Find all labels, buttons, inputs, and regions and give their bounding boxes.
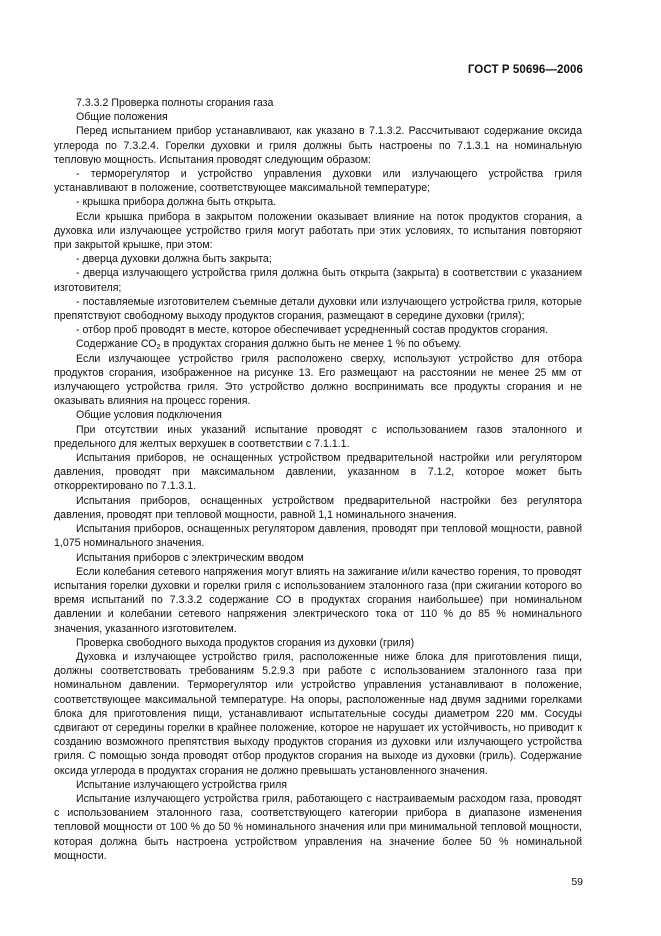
subheading: Общие положения [76, 111, 168, 124]
paragraph: При отсутствии иных указаний испытание проводят с использованием газов эталонного и предельного для желтых верхушек в соответствии с 7.1.1.1. [54, 423, 582, 450]
standard-header: ГОСТ Р 50696—2006 [467, 64, 583, 76]
subheading: Проверка свободного выхода продуктов сгорания из духовки (гриля) [76, 636, 415, 649]
list-item: - крышка прибора должна быть открыта. [76, 196, 277, 209]
paragraph: Духовка и излучающее устройство гриля, расположенные ниже блока для приготовления пищи, должны соответствовать требованиям 5.2.9.3 при работе с использованием эталонного газа при номинальном давлении. Терморегулятор или устройство управления устанавливают в положение, соответствующее максимальной температуре. На опоры, расположенные над двумя задними горелками блока для приготовления пищи, устанавливают испытательные сосуды диаметром 220 мм. Сосуды сдвигают от середины горелки в крайнее положение, которое не нарушает их устойчивость, но приводит к созданию возможного препятствия выходу продуктов сгорания из духовки или излучающего устройства гриля. С помощью зонда проводят отбор продуктов сгорания на выходе из духовки (гриль). Содержание оксида углерода в продуктах сгорания не должно превышать установленного значения. [54, 650, 582, 777]
list-item: - дверца излучающего устройства гриля должна быть открыта (закрыта) в соответствии с указанием изготовителя; [54, 267, 582, 294]
paragraph: Перед испытанием прибор устанавливают, как указано в 7.1.3.2. Рассчитывают содержание оксида углерода по 7.3.2.4. Горелки духовки и гриля должны быть настроены по 7.1.3.1 на номинальную тепловую мощность. Испытания проводят следующим образом: [54, 125, 582, 166]
co2-subscript: 2 [156, 342, 161, 352]
subheading: Испытание излучающего устройства гриля [76, 778, 288, 791]
subheading: Испытания приборов с электрическим вводом [76, 551, 304, 564]
paragraph: Испытания приборов, оснащенных регулятором давления, проводят при тепловой мощности, равной 1,075 номинального значения. [54, 523, 582, 550]
document-body [54, 96, 582, 863]
paragraph: Испытание излучающего устройства гриля, работающего с настраиваемым расходом газа, проводят с использованием эталонного газа, соответствующего категории прибора в диапазоне изменения тепловой мощности от 100 % до 50 % номинального значения или при минимальной тепловой мощности, которая должна быть настроена устройством управления на значение более 50 % номинальной мощности. [54, 792, 582, 862]
list-item: - отбор проб проводят в месте, которое обеспечивает усредненный состав продуктов сгорания. [76, 324, 549, 337]
section-heading: 7.3.3.2 Проверка полноты сгорания газа [76, 97, 274, 109]
list-item: - поставляемые изготовителем съемные детали духовки или излучающего устройства гриля, которые препятствуют свободному выходу продуктов сгорания, размещают в середине духовки (гриля); [54, 295, 582, 323]
page-number: 59 [571, 876, 583, 888]
co2-paragraph [54, 337, 582, 351]
list-item: - терморегулятор и устройство управления духовки или излучающего устройства гриля устанавливают в положение, соответствующее максимальной температуре; [54, 168, 582, 195]
co2-text-pre: Содержание СО [76, 338, 157, 351]
paragraph: Испытания приборов, оснащенных устройством предварительной настройки без регулятора давления, проводят при тепловой мощности, равной 1,1 номинального значения. [54, 494, 582, 521]
paragraph: Испытания приборов, не оснащенных устройством предварительной настройки или регулятором давления, проводят при максимальном давлении, указанном в 7.1.2, которое может быть откорректировано по 7.1.3.1. [54, 452, 582, 493]
paragraph: Если излучающее устройство гриля расположено сверху, используют устройство для отбора продуктов сгорания, изображенное на рисунке 13. Его размещают на расстоянии не менее 25 мм от излучающего устройства гриля. Это устройство должно воспринимать все продукты сгорания и не оказывать влияния на процесс горения. [54, 352, 582, 408]
subheading: Общие условия подключения [76, 409, 222, 422]
paragraph: Если колебания сетевого напряжения могут влиять на зажигание и/или качество горения, то проводят испытания горелки духовки и горелки гриля с использованием эталонного газа (при сжигании которого во время испытаний по 7.3.3.2 содержание СО в продуктах сгорания наибольшее) при номинальном давлении и колебании сетевого напряжения электрического тока от 110 % до 85 % номинального значения, указанного изготовителем. [54, 565, 582, 635]
co2-text-post: в продуктах сгорания должно быть не менее 1 % по объему. [160, 338, 462, 351]
paragraph: Если крышка прибора в закрытом положении оказывает влияние на поток продуктов сгорания, а духовка или излучающее устройство гриля могут работать при этих условиях, то испытания повторяют при закрытой крышке, при этом: [54, 210, 582, 252]
list-item: - дверца духовки должна быть закрыта; [76, 253, 272, 266]
